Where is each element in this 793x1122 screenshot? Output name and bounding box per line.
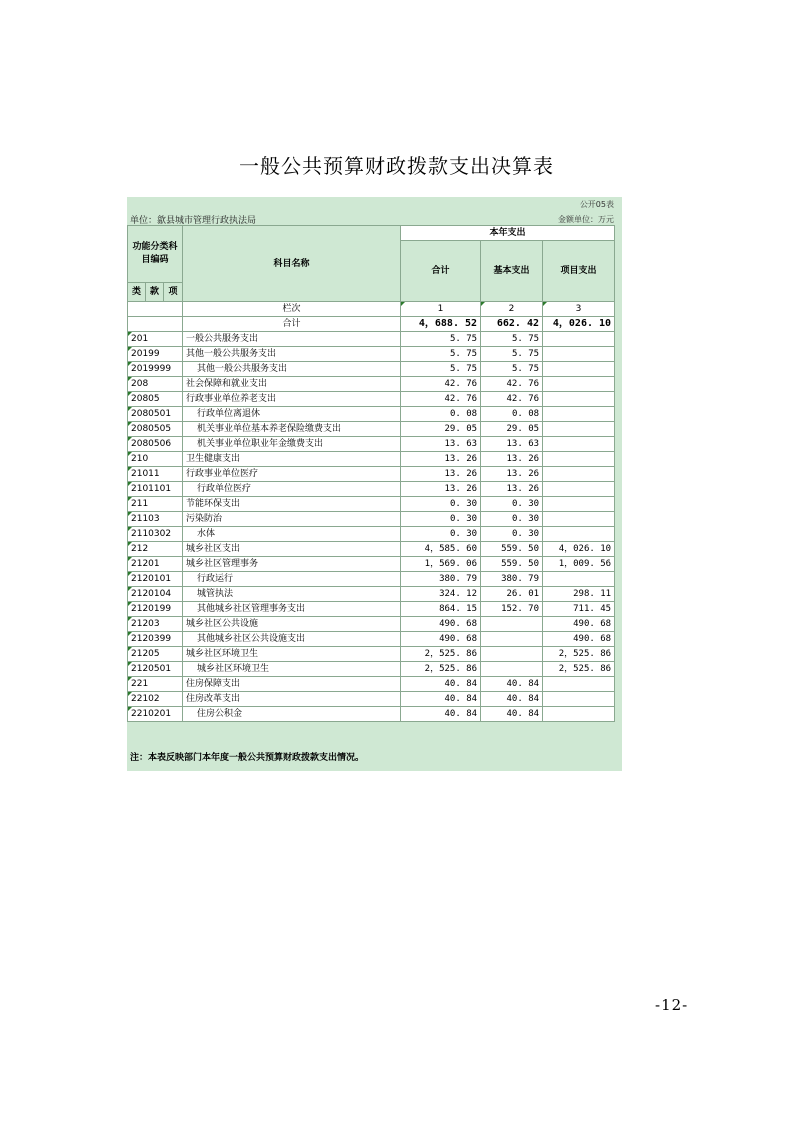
row-project: 298. 11 <box>543 587 615 602</box>
row-project <box>543 392 615 407</box>
table-row <box>128 332 615 347</box>
row-basic: 42. 76 <box>481 377 543 392</box>
table-row <box>128 707 615 722</box>
row-subject-name: 一般公共服务支出 <box>183 332 401 347</box>
row-code: 2120501 <box>128 662 183 677</box>
header-total: 合计 <box>401 241 481 302</box>
row-basic: 0. 30 <box>481 527 543 542</box>
row-total: 29. 05 <box>401 422 481 437</box>
table-row <box>128 602 615 617</box>
row-total: 5. 75 <box>401 332 481 347</box>
row-code: 21205 <box>128 647 183 662</box>
row-basic: 5. 75 <box>481 362 543 377</box>
row-code: 2120101 <box>128 572 183 587</box>
row-code: 2101101 <box>128 482 183 497</box>
row-basic: 40. 84 <box>481 692 543 707</box>
row-basic: 26. 01 <box>481 587 543 602</box>
row-total: 5. 75 <box>401 362 481 377</box>
table-row <box>128 632 615 647</box>
row-basic: 13. 26 <box>481 467 543 482</box>
row-project <box>543 452 615 467</box>
row-code: 2080505 <box>128 422 183 437</box>
row-subject-name: 城管执法 <box>183 587 401 602</box>
row-code: 201 <box>128 332 183 347</box>
row-code: 21203 <box>128 617 183 632</box>
total-row-project: 4，026. 10 <box>543 317 615 332</box>
row-project <box>543 347 615 362</box>
total-row-code <box>128 317 183 332</box>
row-subject-name: 机关事业单位基本养老保险缴费支出 <box>183 422 401 437</box>
row-code: 2120399 <box>128 632 183 647</box>
row-total: 4，585. 60 <box>401 542 481 557</box>
table-row <box>128 452 615 467</box>
row-subject-name: 行政单位离退休 <box>183 407 401 422</box>
row-basic: 40. 84 <box>481 707 543 722</box>
row-total: 13. 26 <box>401 467 481 482</box>
row-total: 0. 30 <box>401 497 481 512</box>
table-row <box>128 572 615 587</box>
row-total: 380. 79 <box>401 572 481 587</box>
row-total: 2，525. 86 <box>401 662 481 677</box>
row-project: 490. 68 <box>543 632 615 647</box>
row-subject-name: 其他一般公共服务支出 <box>183 347 401 362</box>
column-number-1: 1 <box>401 302 481 317</box>
table-row <box>128 422 615 437</box>
table-row <box>128 392 615 407</box>
row-subject-name: 城乡社区环境卫生 <box>183 662 401 677</box>
row-total: 1，569. 06 <box>401 557 481 572</box>
row-project <box>543 692 615 707</box>
table-row <box>128 542 615 557</box>
table-row <box>128 512 615 527</box>
table-row <box>128 362 615 377</box>
row-basic: 380. 79 <box>481 572 543 587</box>
row-total: 13. 26 <box>401 482 481 497</box>
row-code: 2210201 <box>128 707 183 722</box>
page-title: 一般公共预算财政拨款支出决算表 <box>239 154 554 178</box>
column-number-2: 2 <box>481 302 543 317</box>
row-subject-name: 住房公积金 <box>183 707 401 722</box>
row-total: 864. 15 <box>401 602 481 617</box>
header-project: 项目支出 <box>543 241 615 302</box>
row-total: 490. 68 <box>401 632 481 647</box>
row-basic <box>481 617 543 632</box>
row-total: 42. 76 <box>401 392 481 407</box>
row-subject-name: 行政事业单位医疗 <box>183 467 401 482</box>
table-row <box>128 617 615 632</box>
row-subject-name: 水体 <box>183 527 401 542</box>
table-row <box>128 692 615 707</box>
row-project <box>543 407 615 422</box>
row-basic: 152. 70 <box>481 602 543 617</box>
table-row <box>128 662 615 677</box>
row-basic <box>481 647 543 662</box>
row-subject-name: 城乡社区支出 <box>183 542 401 557</box>
row-code: 2110302 <box>128 527 183 542</box>
table-row <box>128 557 615 572</box>
row-project <box>543 422 615 437</box>
row-project <box>543 527 615 542</box>
row-code: 2080506 <box>128 437 183 452</box>
row-total: 13. 26 <box>401 452 481 467</box>
table-row <box>128 587 615 602</box>
row-basic: 0. 30 <box>481 512 543 527</box>
table-row <box>128 647 615 662</box>
column-number-3: 3 <box>543 302 615 317</box>
amount-unit-label: 金额单位：万元 <box>558 215 614 224</box>
row-project <box>543 377 615 392</box>
footnote: 注：本表反映部门本年度一般公共预算财政拨款支出情况。 <box>130 753 365 763</box>
row-code: 208 <box>128 377 183 392</box>
budget-sheet <box>127 197 622 771</box>
row-code: 22102 <box>128 692 183 707</box>
row-total: 5. 75 <box>401 347 481 362</box>
row-project <box>543 677 615 692</box>
table-row <box>128 437 615 452</box>
row-project <box>543 332 615 347</box>
row-subject-name: 行政运行 <box>183 572 401 587</box>
row-project <box>543 482 615 497</box>
row-project <box>543 467 615 482</box>
row-total: 0. 30 <box>401 512 481 527</box>
row-project: 4，026. 10 <box>543 542 615 557</box>
row-total: 2，525. 86 <box>401 647 481 662</box>
expense-table <box>127 225 615 722</box>
row-subject-name: 卫生健康支出 <box>183 452 401 467</box>
row-code: 21011 <box>128 467 183 482</box>
row-basic: 5. 75 <box>481 347 543 362</box>
row-project <box>543 437 615 452</box>
row-subject-name: 城乡社区环境卫生 <box>183 647 401 662</box>
row-code: 2019999 <box>128 362 183 377</box>
form-number: 公开05表 <box>579 200 614 209</box>
row-basic: 42. 76 <box>481 392 543 407</box>
row-project <box>543 362 615 377</box>
row-code: 2120104 <box>128 587 183 602</box>
row-basic <box>481 662 543 677</box>
header-xiang: 项 <box>164 283 183 302</box>
row-total: 490. 68 <box>401 617 481 632</box>
row-total: 13. 63 <box>401 437 481 452</box>
table-row <box>128 482 615 497</box>
row-project: 2，525. 86 <box>543 647 615 662</box>
row-basic: 559. 50 <box>481 557 543 572</box>
row-project: 2，525. 86 <box>543 662 615 677</box>
row-basic: 559. 50 <box>481 542 543 557</box>
row-code: 2080501 <box>128 407 183 422</box>
row-code: 20199 <box>128 347 183 362</box>
row-subject-name: 污染防治 <box>183 512 401 527</box>
header-year-expense: 本年支出 <box>401 226 615 241</box>
row-total: 0. 08 <box>401 407 481 422</box>
row-subject-name: 城乡社区公共设施 <box>183 617 401 632</box>
row-basic: 13. 26 <box>481 482 543 497</box>
header-kuan: 款 <box>146 283 164 302</box>
row-total: 40. 84 <box>401 692 481 707</box>
row-project <box>543 572 615 587</box>
row-code: 212 <box>128 542 183 557</box>
row-code: 21201 <box>128 557 183 572</box>
row-subject-name: 行政事业单位养老支出 <box>183 392 401 407</box>
row-subject-name: 住房保障支出 <box>183 677 401 692</box>
row-basic: 0. 30 <box>481 497 543 512</box>
column-row-code <box>128 302 183 317</box>
row-basic: 0. 08 <box>481 407 543 422</box>
table-row <box>128 407 615 422</box>
table-row <box>128 497 615 512</box>
row-basic: 13. 26 <box>481 452 543 467</box>
table-row <box>128 347 615 362</box>
table-row <box>128 377 615 392</box>
row-subject-name: 城乡社区管理事务 <box>183 557 401 572</box>
row-basic: 13. 63 <box>481 437 543 452</box>
row-total: 0. 30 <box>401 527 481 542</box>
row-project <box>543 707 615 722</box>
row-code: 21103 <box>128 512 183 527</box>
table-row <box>128 527 615 542</box>
row-total: 40. 84 <box>401 677 481 692</box>
row-subject-name: 节能环保支出 <box>183 497 401 512</box>
header-func-code: 功能分类科目编码 <box>128 226 183 283</box>
column-row-label: 栏次 <box>183 302 401 317</box>
unit-label: 单位：歙县城市管理行政执法局 <box>130 216 257 226</box>
row-code: 20805 <box>128 392 183 407</box>
row-subject-name: 住房改革支出 <box>183 692 401 707</box>
row-project: 1，009. 56 <box>543 557 615 572</box>
row-total: 40. 84 <box>401 707 481 722</box>
page-number: -12- <box>655 996 689 1014</box>
total-row-total: 4，688. 52 <box>401 317 481 332</box>
row-code: 2120199 <box>128 602 183 617</box>
row-subject-name: 机关事业单位职业年金缴费支出 <box>183 437 401 452</box>
row-basic: 40. 84 <box>481 677 543 692</box>
total-row-basic: 662. 42 <box>481 317 543 332</box>
row-subject-name: 行政单位医疗 <box>183 482 401 497</box>
header-lei: 类 <box>128 283 146 302</box>
row-project: 490. 68 <box>543 617 615 632</box>
header-basic: 基本支出 <box>481 241 543 302</box>
row-subject-name: 其他城乡社区管理事务支出 <box>183 602 401 617</box>
row-basic: 29. 05 <box>481 422 543 437</box>
row-code: 210 <box>128 452 183 467</box>
row-code: 211 <box>128 497 183 512</box>
row-subject-name: 其他城乡社区公共设施支出 <box>183 632 401 647</box>
total-row-label: 合计 <box>183 317 401 332</box>
row-project <box>543 497 615 512</box>
row-subject-name: 其他一般公共服务支出 <box>183 362 401 377</box>
row-project: 711. 45 <box>543 602 615 617</box>
row-basic: 5. 75 <box>481 332 543 347</box>
row-total: 42. 76 <box>401 377 481 392</box>
row-subject-name: 社会保障和就业支出 <box>183 377 401 392</box>
table-row <box>128 677 615 692</box>
table-row <box>128 467 615 482</box>
row-project <box>543 512 615 527</box>
row-code: 221 <box>128 677 183 692</box>
row-total: 324. 12 <box>401 587 481 602</box>
header-subject-name: 科目名称 <box>183 226 401 302</box>
row-basic <box>481 632 543 647</box>
